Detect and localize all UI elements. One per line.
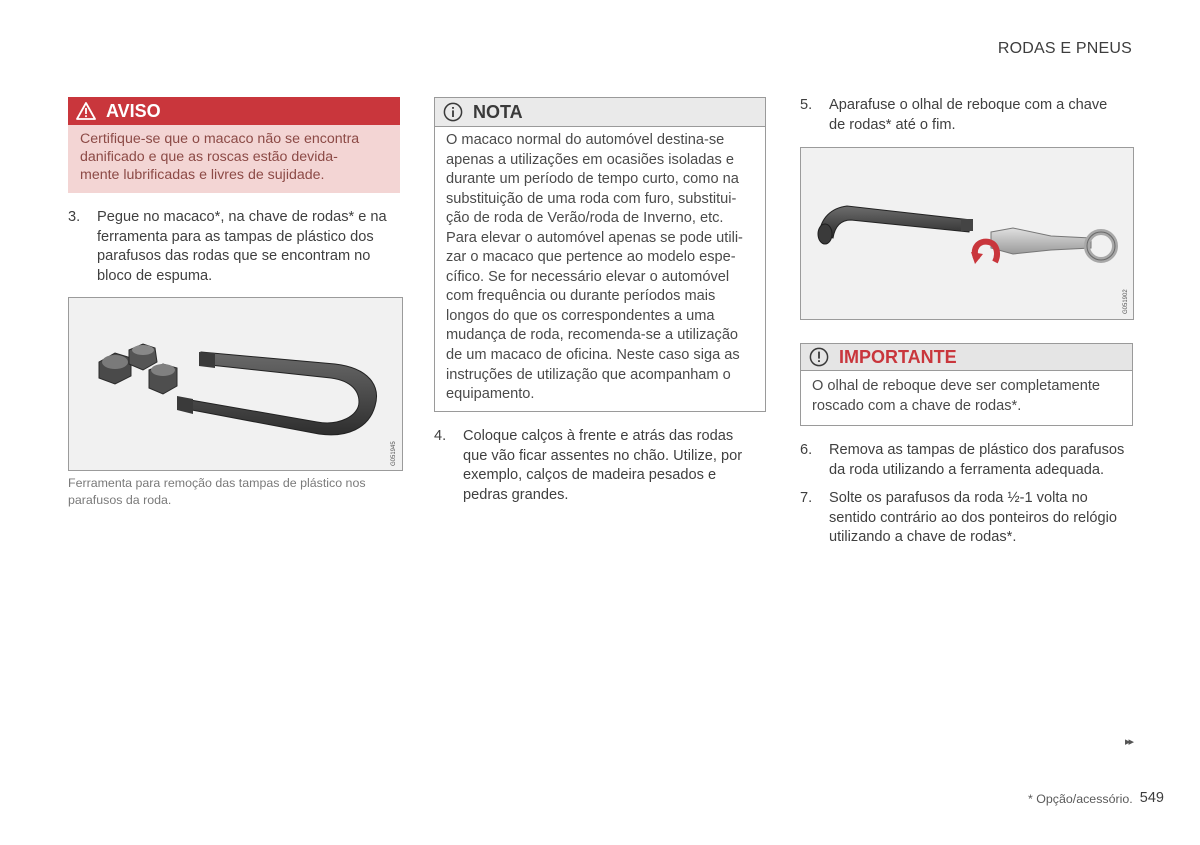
note-line: cífico. Se for necessário elevar o automóvel bbox=[446, 268, 730, 285]
step-line: ferramenta para as tampas de plástico dos bbox=[97, 228, 374, 245]
note-line: substituição de uma roda com furo, substitui- bbox=[446, 190, 737, 207]
important-header bbox=[801, 344, 1132, 371]
note-line: equipamento. bbox=[446, 386, 535, 403]
note-line: zar o macaco que pertence ao modelo espe- bbox=[446, 249, 736, 266]
footnote: * Opção/acessório. bbox=[1028, 792, 1133, 806]
important-line: O olhal de reboque deve ser completamente bbox=[812, 378, 1100, 394]
step-line: bloco de espuma. bbox=[97, 267, 213, 284]
step-4 bbox=[434, 427, 766, 505]
step-line: Coloque calços à frente e atrás das rodas bbox=[463, 428, 734, 444]
figure-cap-remover-tool bbox=[68, 297, 403, 471]
caption-line: parafusos da roda. bbox=[68, 492, 172, 507]
warning-title: AVISO bbox=[106, 100, 161, 121]
step-line: pedras grandes. bbox=[463, 486, 569, 503]
note-box bbox=[434, 97, 766, 412]
warning-triangle-icon bbox=[76, 102, 96, 120]
important-line: roscado com a chave de rodas*. bbox=[812, 397, 1022, 414]
important-box bbox=[800, 343, 1133, 426]
note-line: com frequência ou durante períodos mais bbox=[446, 288, 716, 305]
important-title: IMPORTANTE bbox=[839, 346, 957, 367]
step-7 bbox=[800, 489, 1136, 548]
step-line: da roda utilizando a ferramenta adequada. bbox=[829, 461, 1105, 478]
figure-code: G051945 bbox=[391, 441, 397, 466]
step-line: sentido contrário ao dos ponteiros do relógio bbox=[829, 509, 1118, 526]
figure-towing-eye bbox=[800, 147, 1134, 320]
info-icon bbox=[443, 102, 463, 122]
warning-line: danificado e que as roscas estão devida- bbox=[80, 149, 338, 165]
note-line: durante um período de tempo curto, como na bbox=[446, 171, 739, 188]
towing-eye-illustration bbox=[801, 148, 1133, 319]
note-line: Para elevar o automóvel apenas se pode utili- bbox=[446, 229, 743, 246]
figure-caption bbox=[68, 475, 408, 508]
note-line: apenas a utilizações em ocasiões isoladas e bbox=[446, 151, 734, 168]
step-5 bbox=[800, 96, 1136, 135]
warning-box bbox=[68, 97, 400, 193]
warning-line: mente lubrificadas e livres de sujidade. bbox=[80, 167, 325, 183]
continue-arrows-icon: ▸▸ bbox=[1124, 736, 1132, 748]
warning-text bbox=[68, 125, 400, 193]
important-text bbox=[801, 371, 1132, 416]
step-3 bbox=[68, 208, 400, 286]
step-line: de rodas* até o fim. bbox=[829, 116, 956, 133]
note-line: longos do que os correspondentes a uma bbox=[446, 307, 715, 324]
note-text bbox=[435, 127, 765, 405]
step-line: utilizando a chave de rodas*. bbox=[829, 529, 1017, 546]
note-title: NOTA bbox=[473, 101, 523, 122]
step-number: 5. bbox=[800, 97, 813, 113]
step-line: parafusos das rodas que se encontram no bbox=[97, 248, 371, 265]
cap-remover-illustration bbox=[69, 298, 402, 470]
section-title: RODAS E PNEUS bbox=[997, 40, 1132, 57]
note-header bbox=[435, 98, 765, 127]
step-number: 3. bbox=[68, 209, 81, 225]
step-6 bbox=[800, 441, 1136, 480]
warning-line: Certifique-se que o macaco não se encontra bbox=[80, 131, 360, 147]
note-line: de um macaco de oficina. Neste caso siga as bbox=[446, 347, 740, 364]
note-line: O macaco normal do automóvel destina-se bbox=[446, 132, 725, 148]
step-line: Remova as tampas de plástico dos parafusos bbox=[829, 442, 1125, 458]
figure-code: G051902 bbox=[1123, 289, 1129, 314]
step-line: Solte os parafusos da roda ½-1 volta no bbox=[829, 490, 1088, 506]
note-line: mudança de roda, recomenda-se a utilização bbox=[446, 327, 739, 344]
step-line: Aparafuse o olhal de reboque com a chave bbox=[829, 97, 1108, 113]
step-line: exemplo, calços de madeira pesados e bbox=[463, 467, 717, 484]
exclamation-icon bbox=[809, 347, 829, 367]
note-line: instruções de utilização que acompanham o bbox=[446, 366, 731, 383]
step-line: Pegue no macaco*, na chave de rodas* e na bbox=[97, 209, 387, 225]
step-number: 7. bbox=[800, 490, 813, 506]
step-line: que vão ficar assentes no chão. Utilize, por bbox=[463, 447, 743, 464]
step-number: 6. bbox=[800, 442, 813, 458]
page-number: 549 bbox=[1139, 790, 1164, 806]
warning-header bbox=[68, 97, 400, 125]
note-line: ção de roda de Verão/roda de Inverno, etc. bbox=[446, 210, 724, 227]
caption-line: Ferramenta para remoção das tampas de plástico nos bbox=[68, 476, 366, 490]
step-number: 4. bbox=[434, 428, 447, 444]
